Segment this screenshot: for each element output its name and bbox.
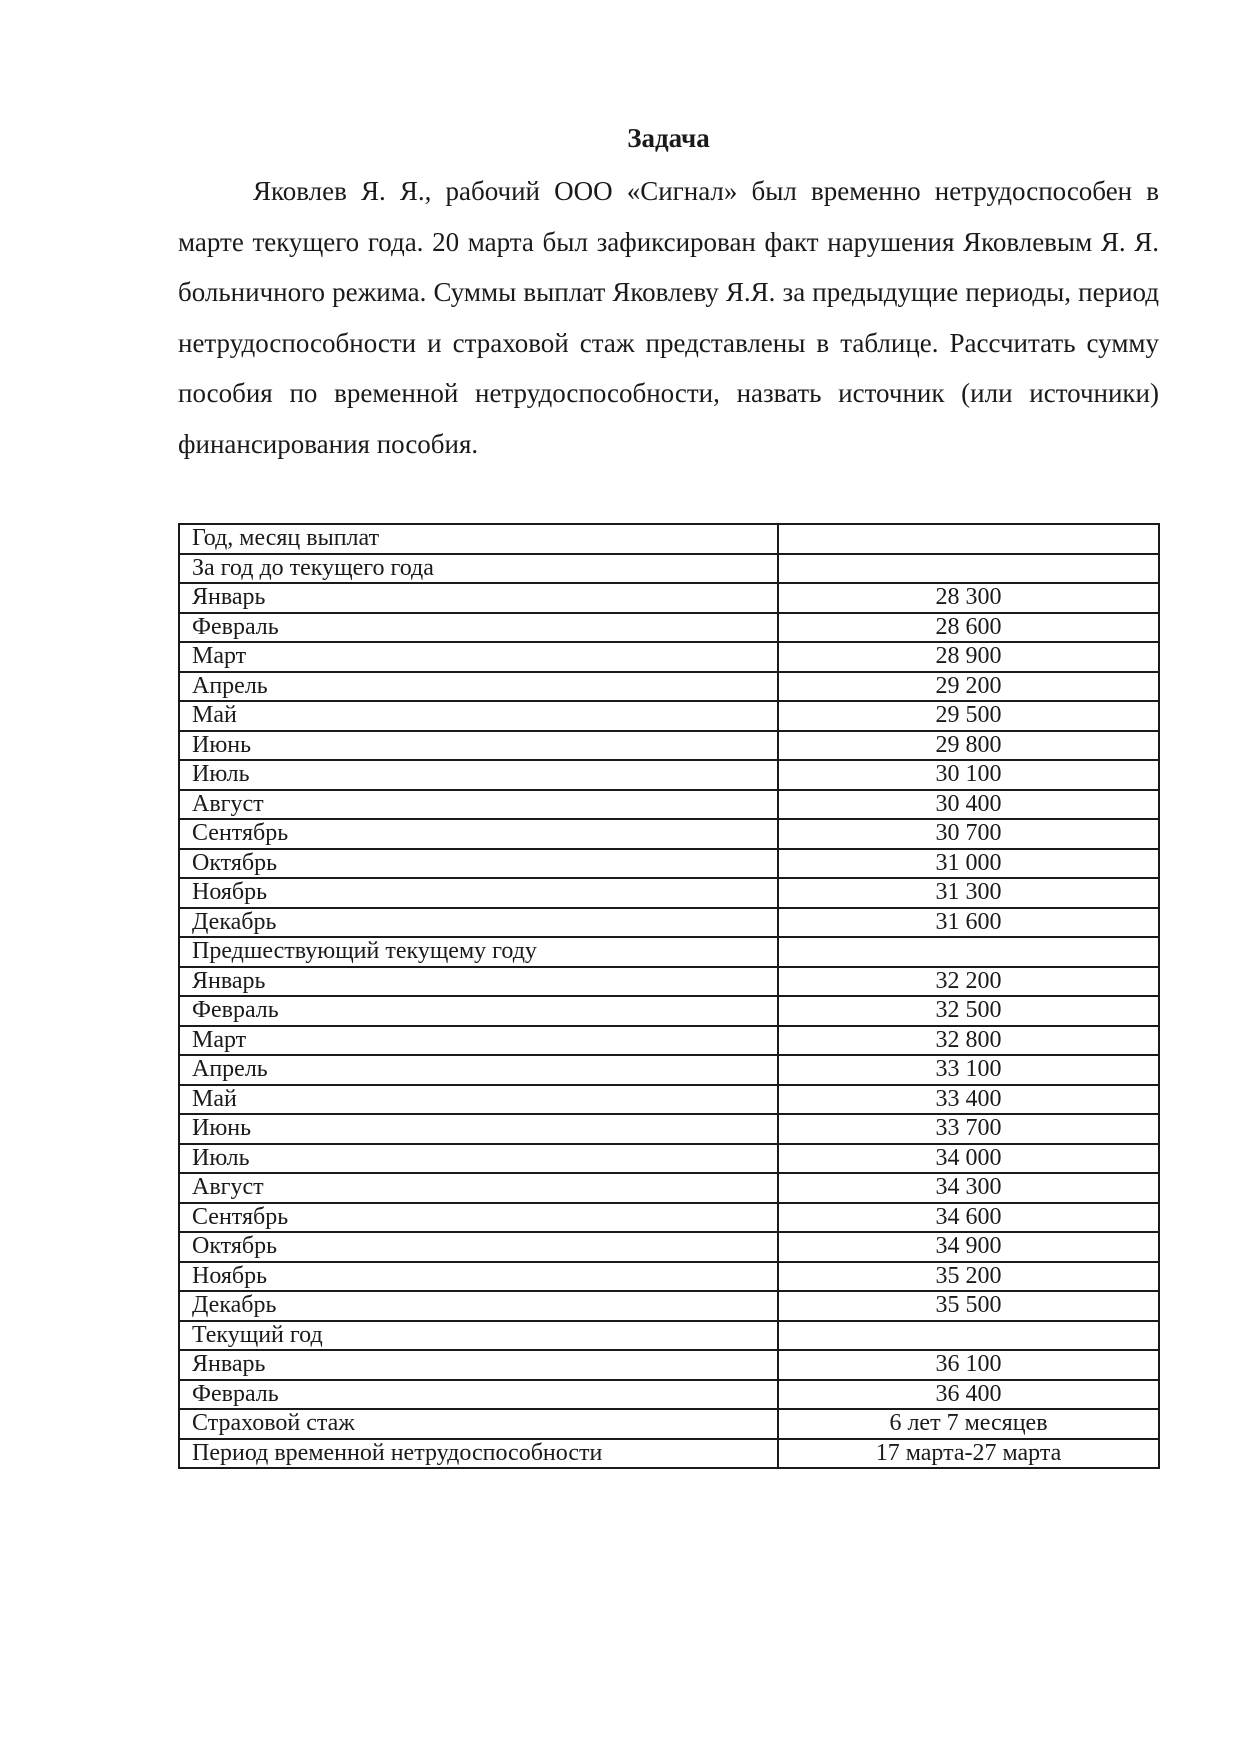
- row-label-cell: За год до текущего года: [179, 554, 778, 584]
- payments-table: [178, 523, 1160, 1469]
- row-value-cell: 35 500: [778, 1291, 1159, 1321]
- row-value-cell: 31 300: [778, 878, 1159, 908]
- table-row: [179, 908, 1159, 938]
- table-row: [179, 1203, 1159, 1233]
- row-label-cell: Декабрь: [179, 908, 778, 938]
- row-value-cell: 29 200: [778, 672, 1159, 702]
- table-row: [179, 524, 1159, 554]
- row-value-cell: 33 700: [778, 1114, 1159, 1144]
- table-row: [179, 819, 1159, 849]
- row-label-cell: Май: [179, 1085, 778, 1115]
- row-value-cell: 30 400: [778, 790, 1159, 820]
- row-label-cell: Август: [179, 790, 778, 820]
- row-label-cell: Ноябрь: [179, 1262, 778, 1292]
- table-row: [179, 760, 1159, 790]
- row-label-cell: Январь: [179, 583, 778, 613]
- table-row: [179, 1144, 1159, 1174]
- table-row: [179, 878, 1159, 908]
- table-row: [179, 1026, 1159, 1056]
- row-label-cell: Период временной нетрудоспособности: [179, 1439, 778, 1469]
- row-value-cell: [778, 524, 1159, 554]
- row-value-cell: 31 600: [778, 908, 1159, 938]
- row-label-cell: Год, месяц выплат: [179, 524, 778, 554]
- row-label-cell: Декабрь: [179, 1291, 778, 1321]
- row-value-cell: 6 лет 7 месяцев: [778, 1409, 1159, 1439]
- table-row: [179, 1439, 1159, 1469]
- row-label-cell: Страховой стаж: [179, 1409, 778, 1439]
- row-value-cell: 34 300: [778, 1173, 1159, 1203]
- row-value-cell: [778, 554, 1159, 584]
- row-value-cell: 32 200: [778, 967, 1159, 997]
- row-value-cell: 29 500: [778, 701, 1159, 731]
- row-label-cell: Май: [179, 701, 778, 731]
- table-row: [179, 672, 1159, 702]
- table-row: [179, 1409, 1159, 1439]
- row-label-cell: Июнь: [179, 1114, 778, 1144]
- row-value-cell: 31 000: [778, 849, 1159, 879]
- row-value-cell: 28 600: [778, 613, 1159, 643]
- row-value-cell: 34 600: [778, 1203, 1159, 1233]
- row-value-cell: 36 400: [778, 1380, 1159, 1410]
- row-value-cell: 29 800: [778, 731, 1159, 761]
- table-row: [179, 613, 1159, 643]
- row-label-cell: Октябрь: [179, 1232, 778, 1262]
- table-row: [179, 790, 1159, 820]
- table-row: [179, 1173, 1159, 1203]
- row-value-cell: 30 100: [778, 760, 1159, 790]
- row-value-cell: 30 700: [778, 819, 1159, 849]
- table-row: [179, 996, 1159, 1026]
- row-value-cell: 32 500: [778, 996, 1159, 1026]
- row-value-cell: 28 900: [778, 642, 1159, 672]
- table-row: [179, 937, 1159, 967]
- row-label-cell: Январь: [179, 1350, 778, 1380]
- table-row: [179, 583, 1159, 613]
- row-label-cell: Сентябрь: [179, 1203, 778, 1233]
- row-value-cell: [778, 1321, 1159, 1351]
- table-row: [179, 1262, 1159, 1292]
- document-title: Задача: [627, 123, 710, 153]
- row-label-cell: Июль: [179, 1144, 778, 1174]
- row-value-cell: 33 100: [778, 1055, 1159, 1085]
- row-label-cell: Июнь: [179, 731, 778, 761]
- table-row: [179, 642, 1159, 672]
- row-value-cell: 32 800: [778, 1026, 1159, 1056]
- table-row: [179, 1321, 1159, 1351]
- row-label-cell: Март: [179, 642, 778, 672]
- table-row: [179, 849, 1159, 879]
- row-label-cell: Предшествующий текущему году: [179, 937, 778, 967]
- row-value-cell: 35 200: [778, 1262, 1159, 1292]
- table-row: [179, 731, 1159, 761]
- row-value-cell: 36 100: [778, 1350, 1159, 1380]
- table-row: [179, 1114, 1159, 1144]
- row-value-cell: 17 марта-27 марта: [778, 1439, 1159, 1469]
- table-row: [179, 554, 1159, 584]
- row-value-cell: 28 300: [778, 583, 1159, 613]
- row-value-cell: 33 400: [778, 1085, 1159, 1115]
- row-label-cell: Апрель: [179, 1055, 778, 1085]
- row-label-cell: Февраль: [179, 613, 778, 643]
- payments-table-body: [179, 524, 1159, 1468]
- row-label-cell: Февраль: [179, 996, 778, 1026]
- table-row: [179, 1291, 1159, 1321]
- row-label-cell: Июль: [179, 760, 778, 790]
- row-label-cell: Апрель: [179, 672, 778, 702]
- row-label-cell: Март: [179, 1026, 778, 1056]
- table-row: [179, 1055, 1159, 1085]
- row-label-cell: Январь: [179, 967, 778, 997]
- row-value-cell: 34 000: [778, 1144, 1159, 1174]
- row-value-cell: [778, 937, 1159, 967]
- row-value-cell: 34 900: [778, 1232, 1159, 1262]
- table-row: [179, 1085, 1159, 1115]
- table-row: [179, 967, 1159, 997]
- table-row: [179, 1232, 1159, 1262]
- task-paragraph: Яковлев Я. Я., рабочий ООО «Сигнал» был временно нетрудоспособен в марте текущего года. 20 марта был зафиксирован факт нарушения Яковлевым Я. Я. больничного режима. Суммы выплат Яковлеву Я.Я. за предыдущие периоды, период нетрудоспособности и страховой стаж представлены в таблице. Рассчитать сумму пособия по временной нетрудоспособности, назвать источник (или источники) финансирования пособия.: [178, 176, 1159, 459]
- row-label-cell: Август: [179, 1173, 778, 1203]
- row-label-cell: Текущий год: [179, 1321, 778, 1351]
- row-label-cell: Февраль: [179, 1380, 778, 1410]
- table-row: [179, 701, 1159, 731]
- row-label-cell: Ноябрь: [179, 878, 778, 908]
- table-row: [179, 1350, 1159, 1380]
- row-label-cell: Сентябрь: [179, 819, 778, 849]
- row-label-cell: Октябрь: [179, 849, 778, 879]
- table-row: [179, 1380, 1159, 1410]
